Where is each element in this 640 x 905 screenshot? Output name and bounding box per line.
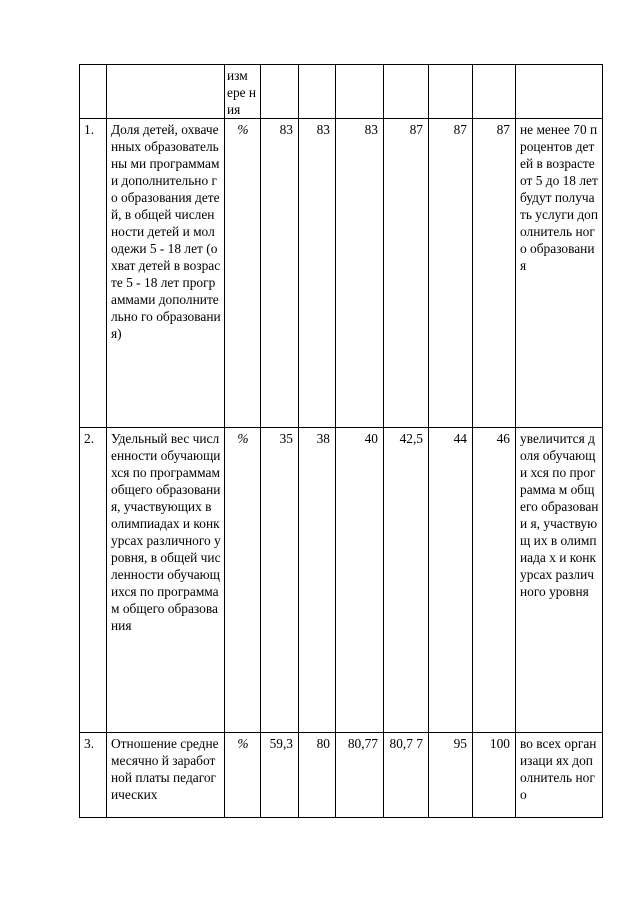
value-cell: 80,77 [336,733,384,818]
header-cell-name [107,65,225,119]
indicator-name: Доля детей, охваченных образовательны ми программами дополнительно го образования детей, в общей численности детей и молодежи 5 - 18 лет (охват детей в возрасте 5 - 18 лет программами дополнительно го образования) [107,119,225,428]
header-cell-year-2 [299,65,336,119]
value-cell: 80,7 7 [384,733,429,818]
header-cell-year-5 [429,65,473,119]
value-cell: 42,5 [384,428,429,733]
header-cell-year-1 [261,65,299,119]
indicator-name: Удельный вес численности обучающихся по программам общего образования, участвующих в олимпиадах и конкурсах различного уровня, в общей численности обучающихся по программам общего образования [107,428,225,733]
table-row [80,119,603,428]
unit-cell: % [225,733,261,818]
value-cell: 40 [336,428,384,733]
header-cell-num [80,65,107,119]
table-row [80,428,603,733]
table-row [80,733,603,818]
unit-cell: % [225,428,261,733]
value-cell: 87 [384,119,429,428]
value-cell: 83 [299,119,336,428]
indicators-table [79,64,603,818]
row-number: 2. [80,428,107,733]
value-cell: 46 [473,428,516,733]
row-number: 1. [80,119,107,428]
table-header-row [80,65,603,119]
value-cell: 80 [299,733,336,818]
header-cell-year-6 [473,65,516,119]
row-number: 3. [80,733,107,818]
value-cell: 87 [473,119,516,428]
value-cell: 59,3 [261,733,299,818]
header-cell-year-3 [336,65,384,119]
header-cell-year-4 [384,65,429,119]
value-cell: 83 [336,119,384,428]
value-cell: 38 [299,428,336,733]
expected-result: увеличится доля обучающи хся по программа м общего образовани я, участвующ их в олимпиада х и конкурсах различного уровня [516,428,603,733]
value-cell: 95 [429,733,473,818]
value-cell: 100 [473,733,516,818]
value-cell: 83 [261,119,299,428]
indicator-name: Отношение среднемесячно й заработной платы педагогических [107,733,225,818]
header-cell-unit: изм ере ния [225,65,261,119]
value-cell: 35 [261,428,299,733]
unit-cell: % [225,119,261,428]
header-cell-note [516,65,603,119]
expected-result: не менее 70 процентов детей в возрасте от 5 до 18 лет будут получать услуги дополнитель ного образовани я [516,119,603,428]
value-cell: 44 [429,428,473,733]
expected-result: во всех организаци ях дополнитель ного [516,733,603,818]
value-cell: 87 [429,119,473,428]
